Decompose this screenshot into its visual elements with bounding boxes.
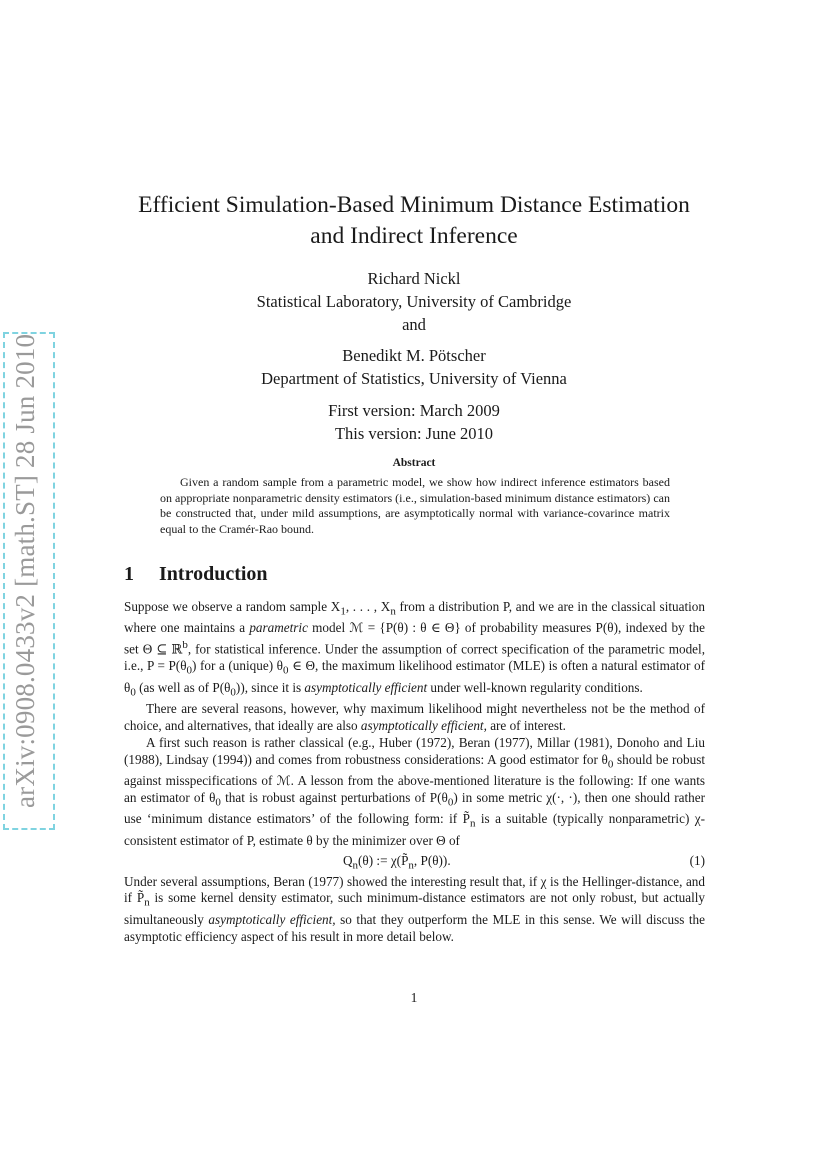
affiliation-1: Statistical Laboratory, University of Cambridge: [256, 292, 572, 311]
title-line-1: Efficient Simulation-Based Minimum Distance Estimation: [138, 192, 690, 218]
section-heading: [124, 563, 268, 586]
body-text: [124, 599, 705, 945]
abstract-heading: Abstract: [392, 457, 436, 469]
affiliation-2: Department of Statistics, University of Vienna: [261, 369, 567, 388]
author-block: [0, 267, 828, 445]
paragraph-3: A first such reason is rather classical (e.g., Huber (1972), Beran (1977), Millar (1981), Donoho and Liu (1988), Lindsay (1994)) and comes from robustness considerations: A good estimator for $\theta_0$ should be robust against misspecifications of ℳ. A lesson from the above-mentioned literature is the following: If one wants an estimator of $\theta_0$ that is robust against perturbations of $P(\theta_0)$ in some metric χ(·, ·), then one should rather use ‘minimum distance estimators’ of the following form: if $P̃_n$ is a suitable (typically nonparametric) χ-consistent estimator of P, estimate θ by the minimizer over Θ of: [124, 734, 706, 848]
equation-body: $Q_n(\theta)$ := $\chi(P̃_n$, P(θ)).: [343, 852, 451, 872]
and-text: and: [402, 315, 426, 334]
title-line-2: and Indirect Inference: [310, 223, 518, 249]
paragraph-2: There are several reasons, however, why maximum likelihood might nevertheless not be the method of choice, and alternatives, that ideally are also asymptotically efficient, are of interest.: [124, 701, 705, 734]
abstract-text: Given a random sample from a parametric model, we show how indirect inference estimators based on appropriate nonparametric density estimators (i.e., simulation-based minimum distance estimators) can be constructed that, under mild assumptions, are asymptotically normal with variance-covarince matrix equal to the Cramér-Rao bound.: [160, 475, 670, 536]
equation-1: [124, 852, 705, 872]
author-1: Richard Nickl: [367, 269, 461, 288]
section-title: Introduction: [159, 563, 268, 585]
page-number: 1: [410, 990, 418, 1005]
author-2: Benedikt M. Pötscher: [342, 346, 486, 365]
section-number: 1: [124, 563, 134, 585]
this-version: This version: June 2010: [334, 424, 494, 443]
paper-title: [0, 190, 828, 252]
arxiv-identifier: arXiv:0908.0433v2 [math.ST] 28 Jun 2010: [10, 333, 40, 808]
first-version: First version: March 2009: [328, 401, 500, 420]
paragraph-1: Suppose we observe a random sample $X_1$, . . . , $X_n$ from a distribution P, and we are in the classical situation where one maintains a parametric model ℳ = {P(θ) : θ ∈ Θ} of probability measures P(θ), indexed by the set Θ ⊆ ℝ$^b$, for statistical inference. Under the assumption of correct specification of the parametric model, i.e., $P = P(\theta_0)$ for a (unique) $\theta_0$ ∈ Θ, the maximum likelihood estimator (MLE) is often a natural estimator of $\theta_0$ (as well as of $P(\theta_0)$), since it is asymptotically efficient under well-known regularity conditions.: [124, 599, 705, 699]
equation-label: (1): [689, 852, 705, 868]
paragraph-4: Under several assumptions, Beran (1977) showed the interesting result that, if χ is the Hellinger-distance, and if $P̃_n$ is some kernel density estimator, such minimum-distance estimators are not only robust, but actually simultaneously asymptotically efficient, so that they outperform the MLE in this sense. We will discuss the asymptotic efficiency aspect of his result in more detail below.: [124, 873, 705, 944]
